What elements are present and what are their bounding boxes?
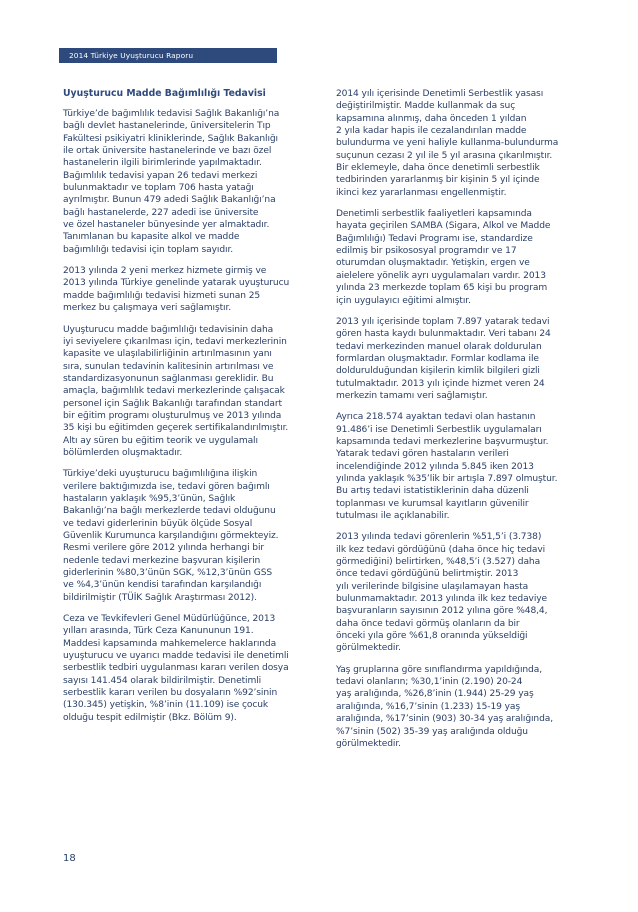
paragraph: 2013 yılında tedavi görenlerin %51,5’i (3.738) ilk kez tedavi gördüğünü (daha önce hiç tedavi görmediğini) belirtirken, %48,5’i (3.527) daha önce tedavi gördüğünü belirtmiştir. 2013 yılı verilerinde bilgisine ulaşılamayan hasta bulunmamaktadır. 2013 yılında ilk kez tedaviye başvuranların sayısının 2012 yılına göre %48,4, daha önce tedavi görmüş olanların da bir önceki yıla göre %61,8 oranında yükseldiği görülmektedir. bbox=[336, 532, 548, 654]
paragraph: Denetimli serbestlik faaliyetleri kapsamında hayata geçirilen SAMBA (Sigara, Alkol ve Madde Bağımlılığı) Tedavi Programı ise, standardize edilmiş bir psikososyal programdır ve 17 oturumdan oluşmaktadır. Yetişkin, ergen ve aielelere yönelik ayrı uygulamaları vardır. 2013 yılında 23 merkezde toplam 65 kişi bu program için uygulayıcı eğitimi almıştır. bbox=[336, 209, 551, 306]
report-title: 2014 Türkiye Uyuşturucu Raporu bbox=[69, 51, 194, 60]
paragraph: Türkiye’deki uyuşturucu bağımlılığına ilişkin verilere baktığımızda ise, tedavi gören bağımlı hastaların yaklaşık %95,3’ünün, Sağlık Bakanlığı’na bağlı merkezlerde tedavi olduğunu ve tedavi giderlerinin büyük ölçüde Sosyal Güvenlik Kurumunca karşılandığını görmekteyiz. Resmi verilere göre 2012 yılında herhangi bir nedenle tedavi merkezine başvuran kişilerin giderlerinin %80,3’ünün SGK, %12,3’ünün GSS ve %4,3’ünün kendisi tarafından karşılandığı bildirilmiştir (TÜİK Sağlık Araştırması 2012). bbox=[63, 469, 279, 603]
paragraph: 2014 yılı içerisinde Denetimli Serbestlik yasası değiştirilmiştir. Madde kullanmak da suç kapsamına alınmış, daha önceden 1 yıldan 2 yıla kadar hapis ile cezalandırılan madde bulundurma ve yeni haliyle kullanma-bulundurma suçunun cezası 2 yıl ile 5 yıl arasına çıkarılmıştır. Bir eklemeyle, daha önce denetimli serbestlik tedbirinden yararlanmış bir kişinin 5 yıl içinde ikinci kez yararlanması engellenmiştir. bbox=[336, 89, 559, 198]
paragraph: Türkiye’de bağımlılık tedavisi Sağlık Bakanlığı’na bağlı devlet hastanelerinde, üniversitelerin Tıp Fakültesi psikiyatri kliniklerinde, Sağlık Bakanlığı ile ortak üniversite hastanelerinde ve bazı özel hastanelerin ilgili birimlerinde yapılmaktadır. Bağımlılık tedavisi yapan 26 tedavi merkezi bulunmaktadır ve toplam 706 hasta yatağı ayrılmıştır. Bunun 479 adedi Sağlık Bakanlığı’na bağlı hastanelerde, 227 adedi ise üniversite ve özel hastaneler bünyesinde yer almaktadır. Tanımlanan bu kapasite alkol ve madde bağımlılığı tedavisi için toplam sayıdır. bbox=[63, 109, 280, 255]
paragraph: 2013 yılında 2 yeni merkez hizmete girmiş ve 2013 yılında Türkiye genelinde yatarak uyuşturucu madde bağımlılığı tedavisi hizmeti sunan 25 merkez bu çalışmaya veri sağlamıştır. bbox=[63, 266, 290, 314]
paragraph: Uyuşturucu madde bağımlılığı tedavisinin daha iyi seviyelere çıkarılması için, tedavi merkezlerinin kapasite ve ulaşılabilirliğinin artırılmasının yanı sıra, sunulan tedavinin kalitesinin artırılması ve standardizasyonunun sağlanması gereklidir. Bu amaçla, bağımlılık tedavi merkezlerinde çalışacak personel için Sağlık Bakanlığı tarafından standart bir eğitim programı oluşturulmuş ve 2013 yılında 35 kişi bu eğitimden geçerek sertifikalandırılmıştır. Altı ay süren bu eğitim teorik ve uygulamalı bölümlerden oluşmaktadır. bbox=[63, 324, 289, 458]
section-title: Uyuşturucu Madde Bağımlılığı Tedavisi bbox=[63, 88, 266, 99]
paragraph: 2013 yılı içerisinde toplam 7.897 yatarak tedavi gören hasta kaydı bulunmaktadır. Veri tabanı 24 tedavi merkezinden manuel olarak doldurulan formlardan oluşmaktadır. Formlar kodlama ile doldurulduğundan kişilerin kimlik bilgileri gizli tutulmaktadır. 2013 yılı içinde hizmet veren 24 merkezin tamamı veri sağlamıştır. bbox=[336, 316, 551, 401]
paragraph: Yaş gruplarına göre sınıflandırma yapıldığında, tedavi olanların; %30,1’inin (2.190) 20-24 yaş aralığında, %26,8’inin (1.944) 25-29 yaş aralığında, %16,7’sinin (1.233) 15-19 yaş aralığında, %17’sinin (903) 30-34 yaş aralığında, %7’sinin (502) 35-39 yaş aralığında olduğu görülmektedir. bbox=[336, 664, 554, 749]
right-column bbox=[336, 88, 586, 759]
report-header-bar bbox=[59, 48, 277, 63]
paragraph: Ayrıca 218.574 ayaktan tedavi olan hastanın 91.486’i ise Denetimli Serbestlik uygulamaları kapsamında tedavi merkezlerine başvurmuştur. Yatarak tedavi gören hastaların verileri incelendiğinde 2012 yılında 5.845 iken 2013 yılında yaklaşık %35’lik bir artışla 7.897 olmuştur. Bu artış tedavi istatistiklerinin daha düzenli toplanması ve kurumsal kayıtların güvenilir tutulması ile açıklanabilir. bbox=[336, 412, 558, 521]
paragraph: Ceza ve Tevkifevleri Genel Müdürlüğünce, 2013 yılları arasında, Türk Ceza Kanununun 191. Maddesi kapsamında mahkemelerce haklarında uyuşturucu ve uyarıcı madde tedavisi ile denetimli serbestlik tedbiri uygulanması kararı verilen dosya sayısı 141.454 olarak bildirilmiştir. Denetimli serbestlik kararı verilen bu dosyaların %92’sinin (130.345) yetişkin, %8’inin (11.109) ise çocuk olduğu tespit edilmiştir (Bkz. Bölüm 9). bbox=[63, 614, 289, 723]
left-column bbox=[63, 88, 318, 733]
page-number: 18 bbox=[63, 853, 76, 864]
